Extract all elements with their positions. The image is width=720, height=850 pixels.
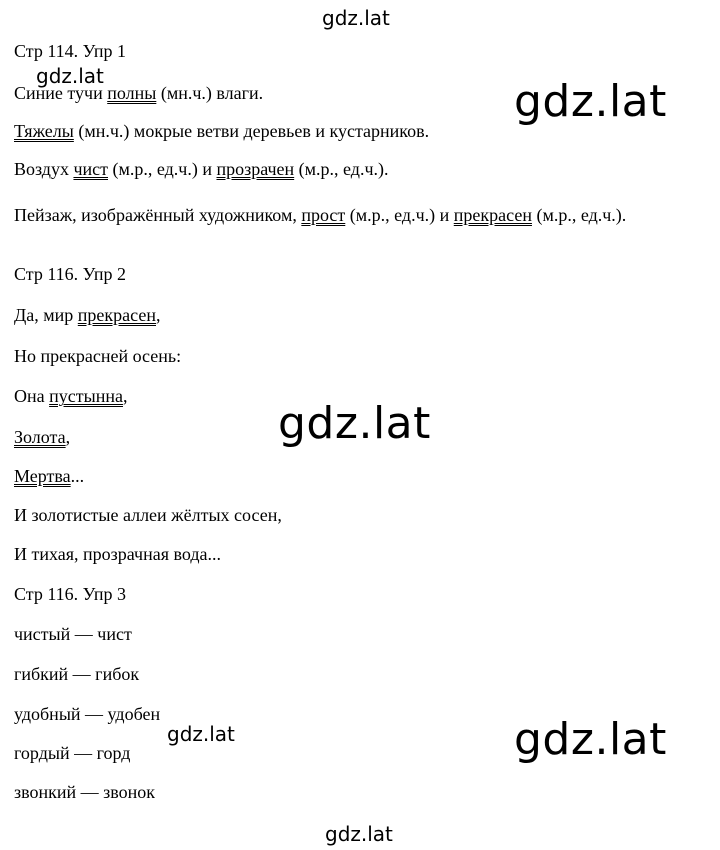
- list-item: гибкий — гибок: [14, 664, 140, 684]
- text: Синие тучи: [14, 83, 108, 103]
- watermark-bottom-left-small: gdz.lat: [167, 722, 235, 746]
- ex1-sentence-4: [14, 202, 714, 228]
- text: ,: [65, 427, 71, 447]
- poem-line-7: И тихая, прозрачная вода...: [14, 544, 221, 564]
- ex1-sentence-2: [14, 120, 429, 142]
- list-item: звонкий — звонок: [14, 782, 155, 802]
- list-item: удобный — удобен: [14, 704, 161, 724]
- predicate-word: Мертва: [14, 466, 71, 486]
- watermark-right-large: gdz.lat: [514, 76, 667, 127]
- exercise-2-heading: Стр 116. Упр 2: [14, 264, 126, 284]
- list-item: чистый — чист: [14, 624, 132, 644]
- text: (мн.ч.) мокрые ветви деревьев и кустарников.: [73, 121, 430, 141]
- ex1-sentence-1: [14, 82, 263, 104]
- predicate-word: прекрасен: [77, 305, 156, 325]
- text: ,: [155, 305, 161, 325]
- ex1-sentence-3: [14, 158, 389, 180]
- predicate-word: прозрачен: [216, 159, 295, 179]
- predicate-word: пустынна: [49, 386, 123, 406]
- poem-line-4: [14, 426, 70, 448]
- poem-line-6: И золотистые аллеи жёлтых сосен,: [14, 505, 282, 525]
- watermark-left-small: gdz.lat: [36, 64, 104, 88]
- watermark-center-large: gdz.lat: [278, 398, 431, 449]
- predicate-word: прекрасен: [453, 205, 532, 225]
- text: (мн.ч.) влаги.: [156, 83, 264, 103]
- predicate-word: Золота: [14, 427, 66, 447]
- text: (м.р., ед.ч.) и: [345, 205, 454, 225]
- text: Пейзаж, изображённый художником,: [14, 205, 302, 225]
- text: (м.р., ед.ч.) и: [108, 159, 217, 179]
- text: Воздух: [14, 159, 74, 179]
- text: ...: [70, 466, 85, 486]
- watermark-top: gdz.lat: [322, 6, 390, 30]
- watermark-bottom-right-large: gdz.lat: [514, 714, 667, 765]
- text: Да, мир: [14, 305, 78, 325]
- predicate-word: Тяжелы: [14, 121, 74, 141]
- poem-line-1: [14, 304, 160, 326]
- predicate-word: чист: [73, 159, 108, 179]
- list-item: гордый — горд: [14, 743, 131, 763]
- text: (м.р., ед.ч.).: [294, 159, 389, 179]
- exercise-1-heading: Стр 114. Упр 1: [14, 41, 126, 61]
- text: (м.р., ед.ч.).: [531, 205, 627, 225]
- poem-line-5: [14, 465, 84, 487]
- text: ,: [122, 386, 128, 406]
- exercise-3-heading: Стр 116. Упр 3: [14, 584, 126, 604]
- poem-line-3: [14, 385, 127, 407]
- poem-line-2: Но прекрасней осень:: [14, 346, 182, 366]
- text: Она: [14, 386, 50, 406]
- predicate-word: полны: [107, 83, 157, 103]
- watermark-bottom: gdz.lat: [325, 822, 393, 846]
- predicate-word: прост: [301, 205, 346, 225]
